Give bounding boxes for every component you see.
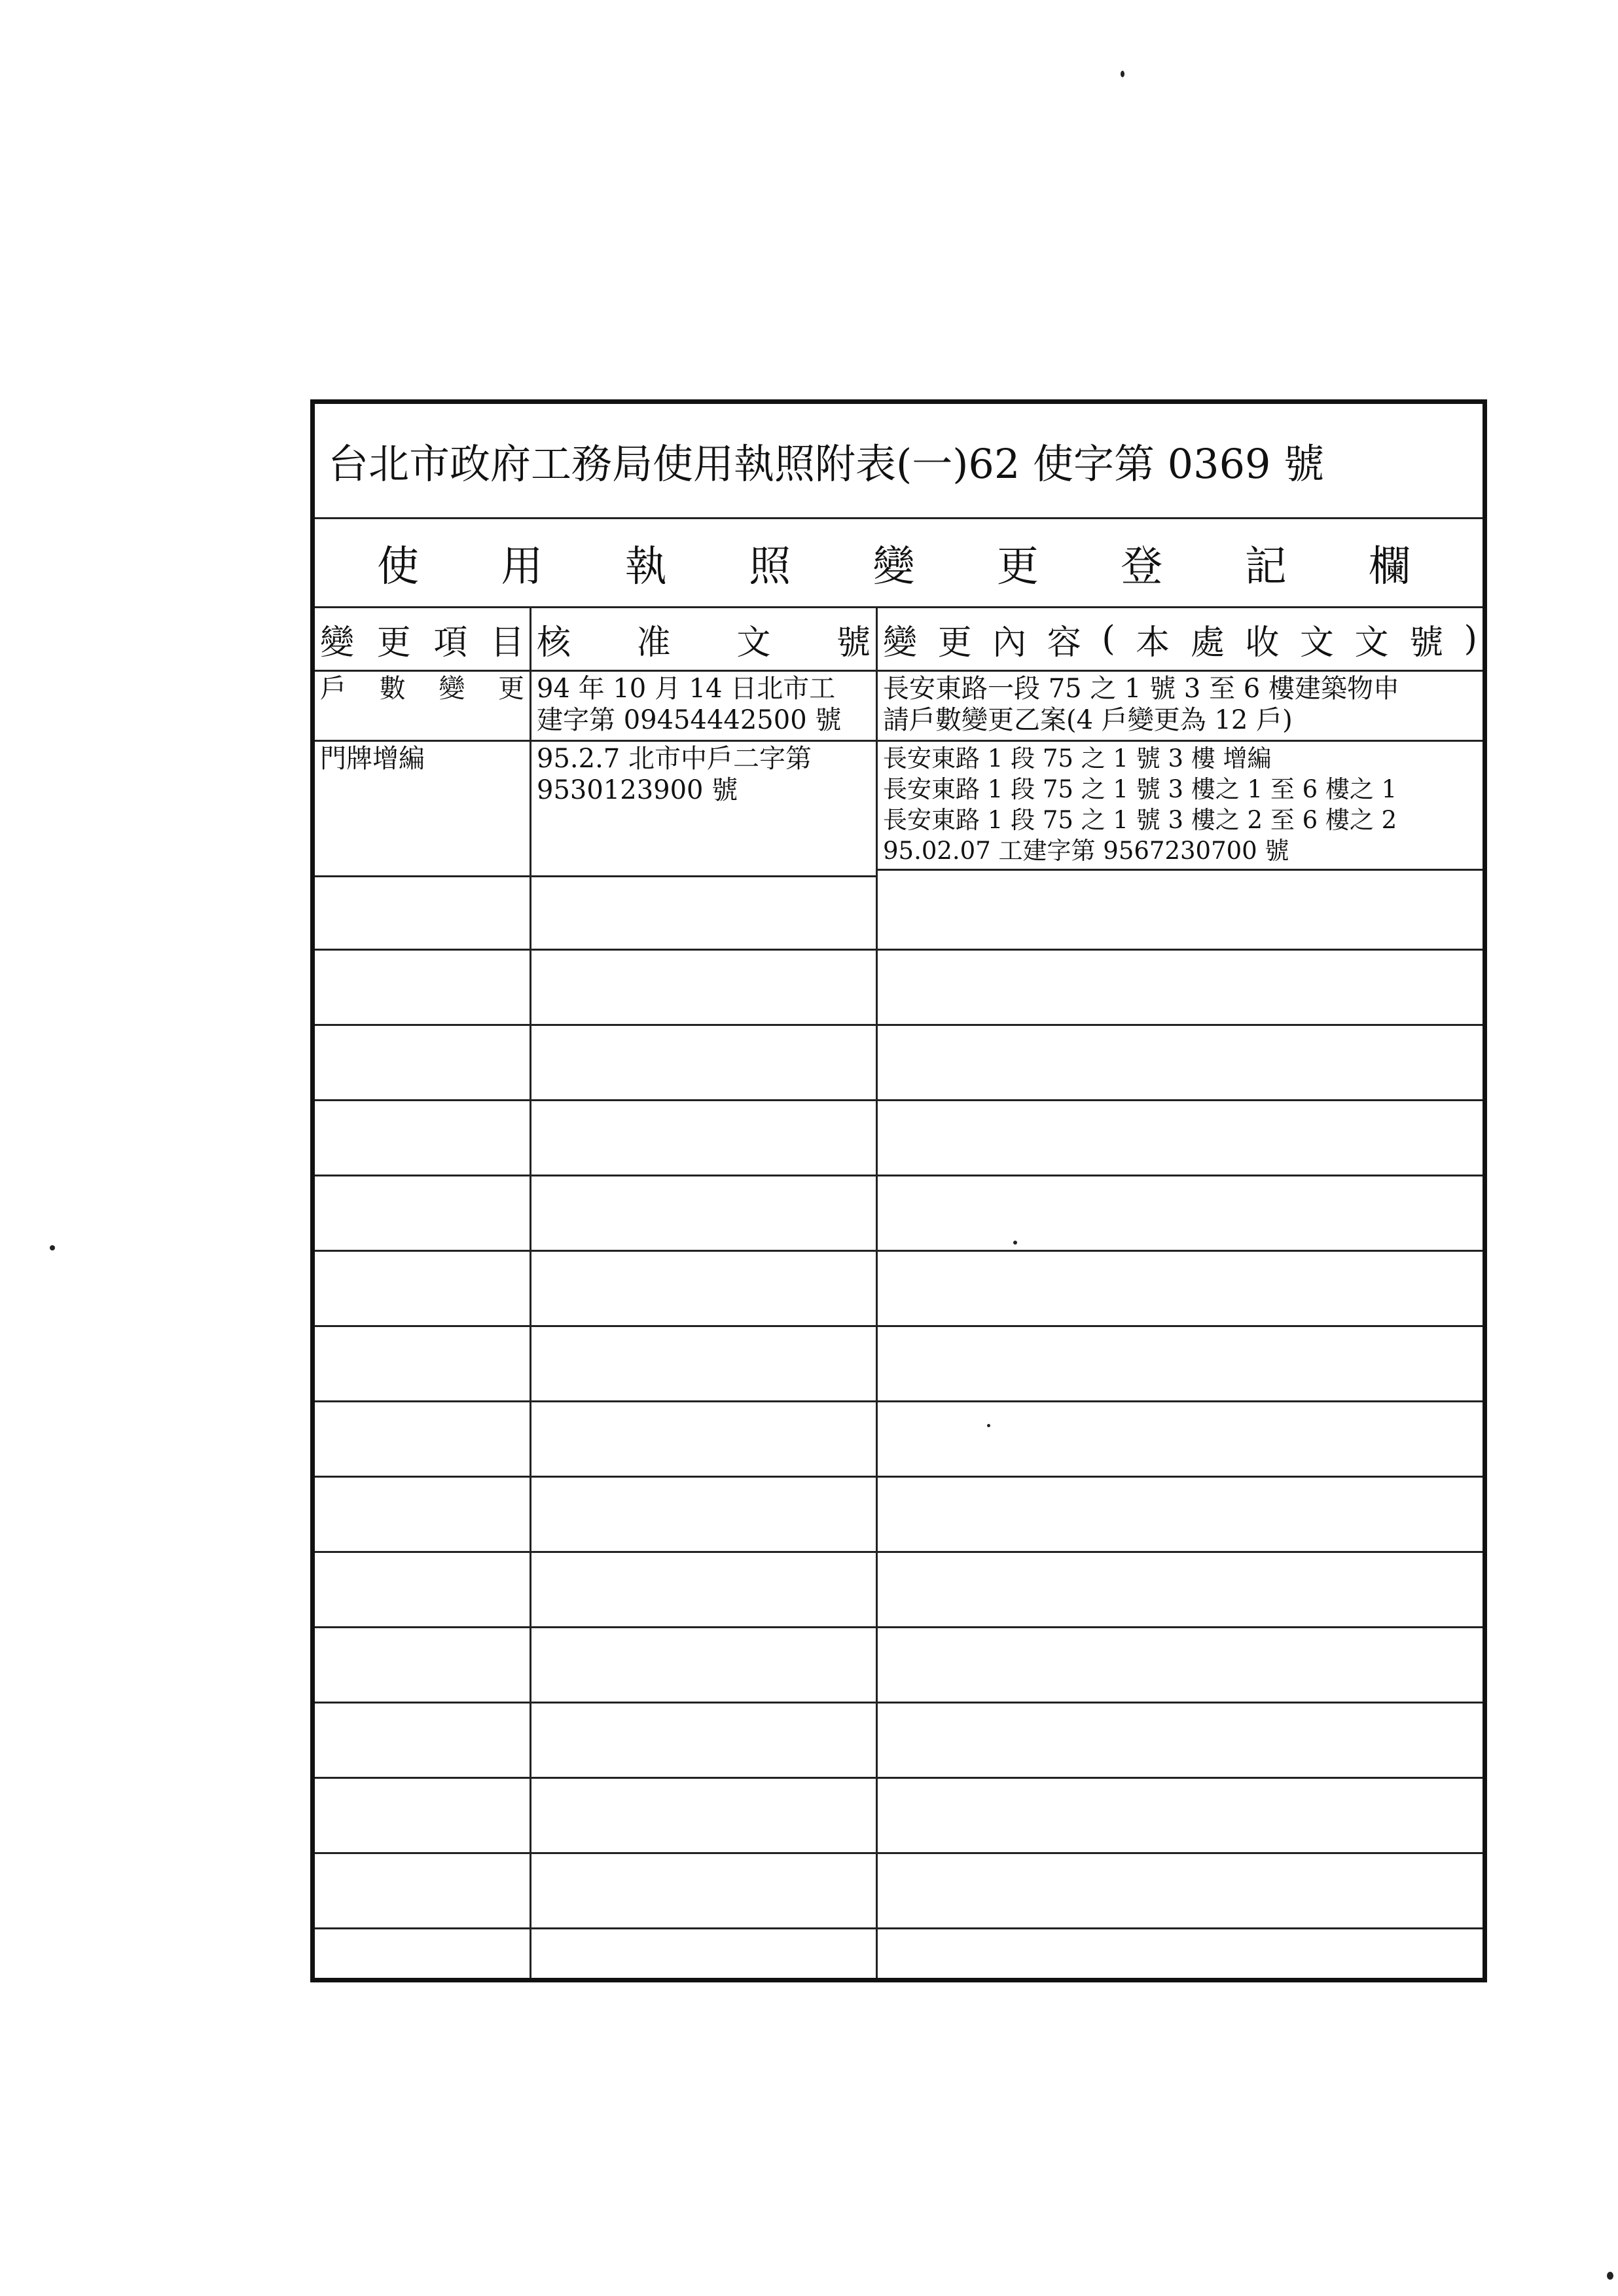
header-char: 文 [1299,623,1334,663]
item-char: 戶 [320,674,346,704]
content-line: 長安東路一段 75 之 1 號 3 至 6 樓建築物申 [883,674,1399,704]
row-divider [315,1626,1483,1628]
header-char: 准 [636,623,671,663]
row-divider [315,670,1483,672]
heading-char: 記 [1244,542,1287,591]
table-row-approval [531,742,876,873]
header-char: 處 [1190,623,1225,663]
heading-char: 使 [377,542,419,591]
row-divider [315,1927,1483,1929]
row-divider [315,1175,1483,1176]
header-char: 文 [1354,623,1389,663]
registration-table [310,399,1487,1982]
header-char: 目 [490,623,524,663]
row-divider [315,1852,1483,1854]
content-line: 長安東路 1 段 75 之 1 號 3 樓 增編 [883,744,1272,773]
section-heading [315,519,1483,608]
approval-line: 9530123900 號 [537,775,738,805]
document-title: 台北市政府工務局使用執照附表(一)62 使字第 0369 號 [315,404,1483,519]
column-divider [530,608,531,1978]
row-divider [876,869,1483,871]
approval-line: 95.2.7 北市中戶二字第 [537,744,812,774]
header-char: 核 [537,623,571,663]
row-divider [315,1476,1483,1478]
header-char: 號 [1409,623,1444,663]
table-row-item: 門牌增編 [320,744,425,774]
heading-char: 欄 [1369,542,1411,591]
header-char: 更 [376,623,411,663]
row-divider [315,949,1483,951]
row-divider [315,1400,1483,1402]
scan-speck [50,1245,55,1250]
header-char: 變 [883,623,918,663]
table-row-item [315,672,530,706]
row-divider [315,1099,1483,1101]
header-char: ) [1464,619,1477,659]
item-char: 變 [439,674,465,704]
row-divider [315,1777,1483,1779]
item-char: 更 [497,674,524,704]
table-row-approval [531,672,876,740]
content-line: 請戶數變更乙案(4 戶變更為 12 戶) [883,705,1293,735]
column-divider [876,608,878,1978]
approval-line: 建字第 09454442500 號 [537,705,842,735]
content-line: 長安東路 1 段 75 之 1 號 3 樓之 2 至 6 樓之 2 [883,806,1397,834]
row-divider [315,1551,1483,1553]
heading-char: 更 [996,542,1039,591]
row-divider [315,1250,1483,1252]
header-char: 項 [433,623,468,663]
column-header-item [315,608,530,670]
header-char: 變 [320,623,355,663]
heading-char: 照 [749,542,791,591]
header-char: 本 [1136,623,1170,663]
row-divider [315,875,876,877]
heading-char: 變 [872,542,915,591]
content-line: 95.02.07 工建字第 9567230700 號 [883,837,1289,865]
header-char: 號 [836,623,871,663]
approval-line: 94 年 10 月 14 日北市工 [537,674,836,704]
item-char: 數 [379,674,406,704]
row-divider [315,1024,1483,1026]
column-header-content [878,608,1483,670]
header-char: ( [1102,619,1115,659]
header-char: 內 [992,623,1027,663]
header-char: 更 [937,623,972,663]
table-row-content [878,672,1483,740]
header-char: 容 [1047,623,1081,663]
heading-char: 執 [624,542,667,591]
row-divider [315,740,1483,742]
content-line: 長安東路 1 段 75 之 1 號 3 樓之 1 至 6 樓之 1 [883,775,1397,803]
header-char: 收 [1245,623,1280,663]
heading-char: 登 [1121,542,1163,591]
row-divider [315,1702,1483,1704]
column-header-approval [531,608,876,670]
table-row-content [878,742,1483,870]
table-grid [315,608,1483,1978]
scan-speck [1607,2272,1613,2280]
heading-char: 用 [501,542,543,591]
row-divider [315,1325,1483,1327]
header-char: 文 [736,623,771,663]
scan-speck [1121,71,1124,77]
